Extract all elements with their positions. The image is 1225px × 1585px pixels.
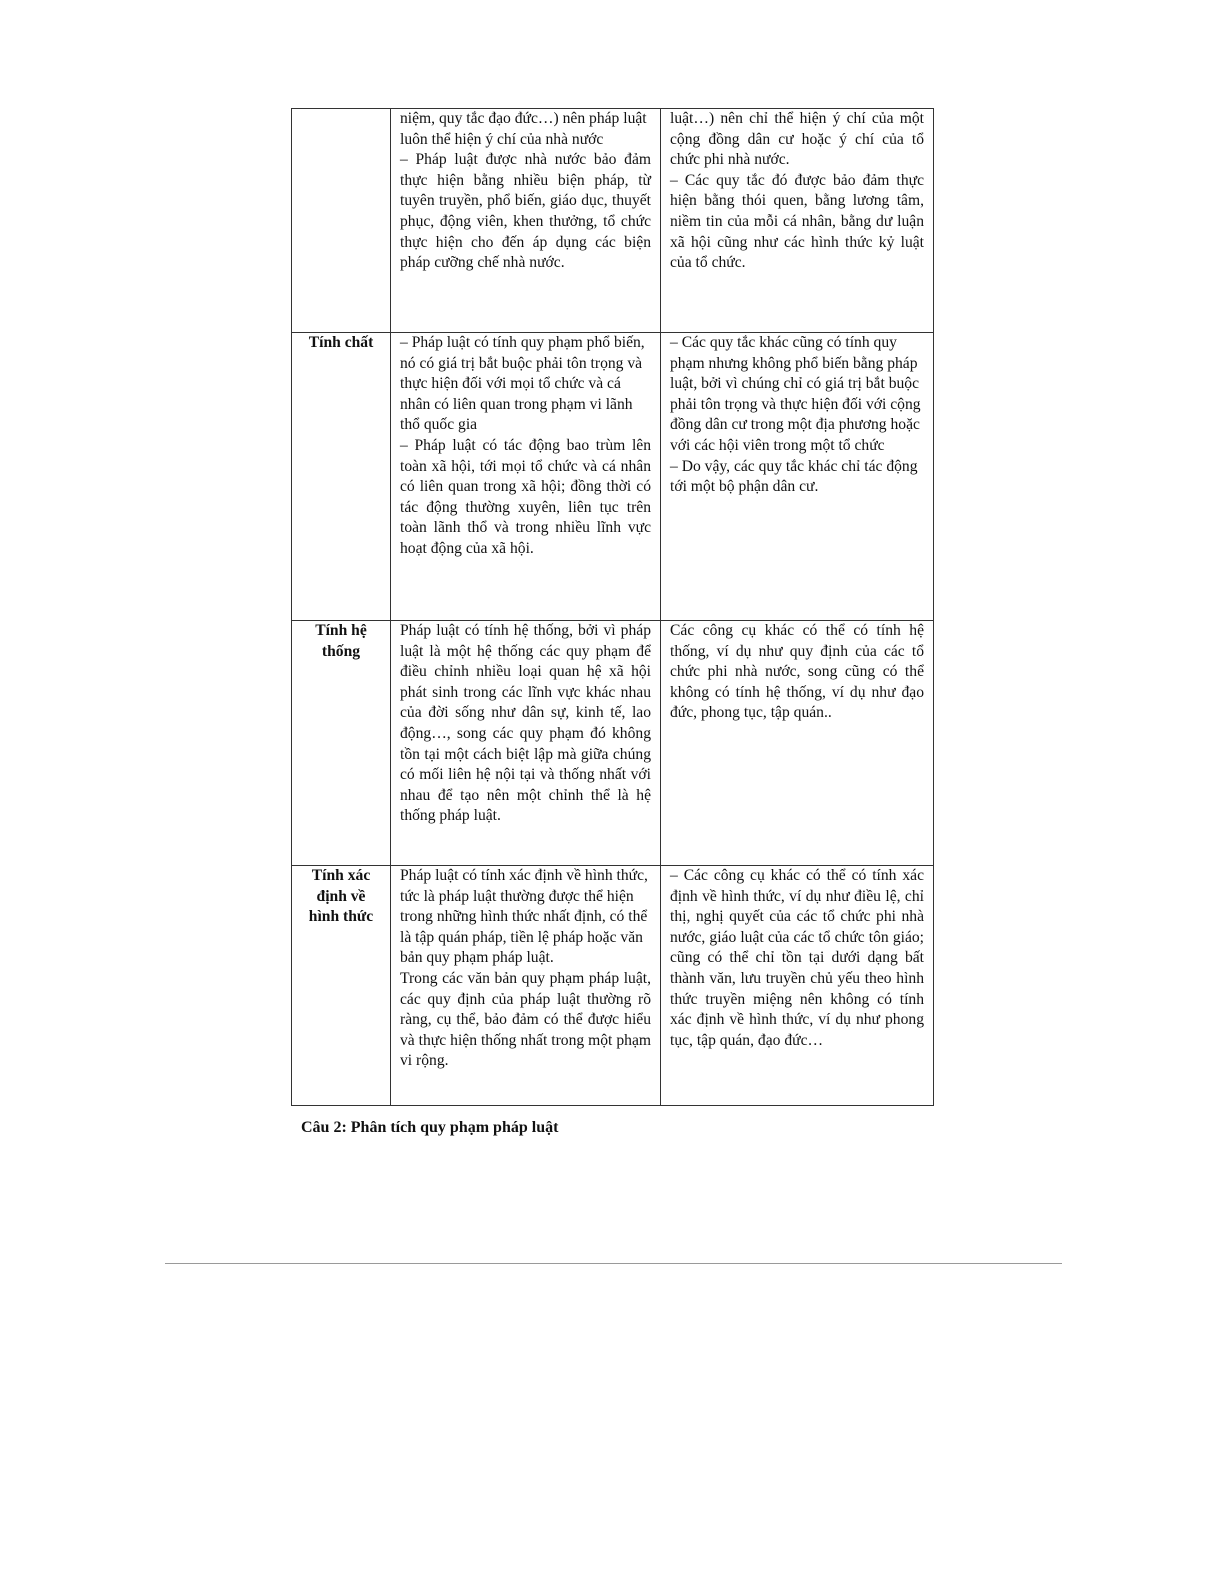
cell-paragraph: – Do vậy, các quy tắc khác chỉ tác động tới một bộ phận dân cư.: [670, 457, 918, 496]
cell-paragraph: luật…) nên chỉ thể hiện ý chí của một cộng đồng dân cư hoặc ý chí của tổ chức phi nhà nước.: [670, 110, 924, 169]
row-label: hình thức: [308, 908, 374, 926]
cell-paragraph: – Pháp luật có tính quy phạm phổ biến, nó có giá trị bắt buộc phải tôn trọng và thực hiện đối với mọi tổ chức và cá nhân có liên quan trong phạm vi lãnh thổ quốc gia: [400, 334, 645, 434]
row-label: Tính chất: [308, 334, 374, 351]
table-row: [292, 333, 934, 621]
law-cell: [391, 621, 661, 866]
cell-paragraph: Pháp luật có tính xác định về hình thức, tức là pháp luật thường được thể hiện trong những hình thức nhất định, có thể là tập quán pháp, tiền lệ pháp hoặc văn bản quy phạm pháp luật.: [400, 867, 648, 967]
cell-paragraph: Các công cụ khác có thể có tính hệ thống, ví dụ như quy định của các tổ chức phi nhà nước, song cũng có thể không có tính hệ thống, ví dụ như đạo đức, phong tục, tập quán..: [670, 622, 924, 722]
other-tools-cell: [661, 866, 934, 1106]
other-tools-cell: [661, 333, 934, 621]
cell-paragraph: – Pháp luật có tác động bao trùm lên toàn xã hội, tới mọi tổ chức và cá nhân có liên quan trong xã hội; đồng thời có tác động thường xuyên, liên tục trên toàn lãnh thổ và trong nhiều lĩnh vực hoạt động của xã hội.: [400, 436, 651, 557]
law-cell: [391, 333, 661, 621]
cell-paragraph: – Các quy tắc khác cũng có tính quy phạm nhưng không phổ biến bằng pháp luật, bởi vì chúng chỉ có giá trị bắt buộc phải tôn trọng và thực hiện đối với cộng đồng dân cư trong một địa phương hoặc với các hội viên trong một tổ chức: [670, 334, 921, 454]
cell-paragraph: – Các công cụ khác có thể có tính xác định về hình thức, ví dụ như điều lệ, chỉ thị, nghị quyết của các tổ chức phi nhà nước, giáo luật của các tổ chức tôn giáo; cũng có thể chỉ tồn tại dưới dạng bất thành văn, lưu truyền chủ yếu theo hình thức truyền miệng nên không có tính xác định về hình thức, ví dụ như phong tục, tập quán, đạo đức…: [670, 867, 924, 1049]
table-row: [292, 109, 934, 333]
table-row: [292, 866, 934, 1106]
row-label-cell: [292, 621, 391, 866]
cell-paragraph: – Pháp luật được nhà nước bảo đảm thực hiện bằng nhiều biện pháp, từ tuyên truyền, phổ biến, giáo dục, thuyết phục, động viên, khen thưởng, tổ chức thực hiện cho đến áp dụng các biện pháp cưỡng chế nhà nước.: [400, 151, 651, 272]
cell-paragraph: Trong các văn bản quy phạm pháp luật, các quy định của pháp luật thường rõ ràng, cụ thể, bảo đảm có thể được hiểu và thực hiện thống nhất trong một phạm vi rộng.: [400, 969, 651, 1070]
row-label-cell: [292, 109, 391, 333]
table-row: [292, 621, 934, 866]
law-cell: [391, 866, 661, 1106]
row-label-cell: [292, 333, 391, 621]
cell-paragraph: Pháp luật có tính hệ thống, bởi vì pháp luật là một hệ thống các quy phạm để điều chỉnh nhiều loại quan hệ xã hội phát sinh trong các lĩnh vực khác nhau của đời sống như dân sự, kinh tế, lao động…, song các quy phạm đó không tồn tại một cách biệt lập mà giữa chúng có mối liên hệ nội tại và thống nhất với nhau để tạo nên một chỉnh thể là hệ thống pháp luật.: [400, 622, 651, 825]
question-heading: Câu 2: Phân tích quy phạm pháp luật: [301, 1119, 559, 1136]
other-tools-cell: [661, 109, 934, 333]
row-label: Tính hệ: [315, 622, 367, 639]
cell-paragraph: niệm, quy tắc đạo đức…) nên pháp luật luôn thể hiện ý chí của nhà nước: [400, 110, 647, 148]
cell-paragraph: – Các quy tắc đó được bảo đảm thực hiện bằng thói quen, bằng lương tâm, niềm tin của mỗi cá nhân, bằng dư luận xã hội cũng như các hình thức kỷ luật của tổ chức.: [670, 171, 924, 272]
row-label-cell: [292, 866, 391, 1106]
row-label: định về: [316, 887, 366, 905]
other-tools-cell: [661, 621, 934, 866]
law-cell: [391, 109, 661, 333]
comparison-table: [291, 108, 934, 1106]
footer-divider: [165, 1263, 1062, 1264]
row-label: Tính xác: [311, 867, 371, 884]
row-label: thống: [321, 642, 361, 660]
